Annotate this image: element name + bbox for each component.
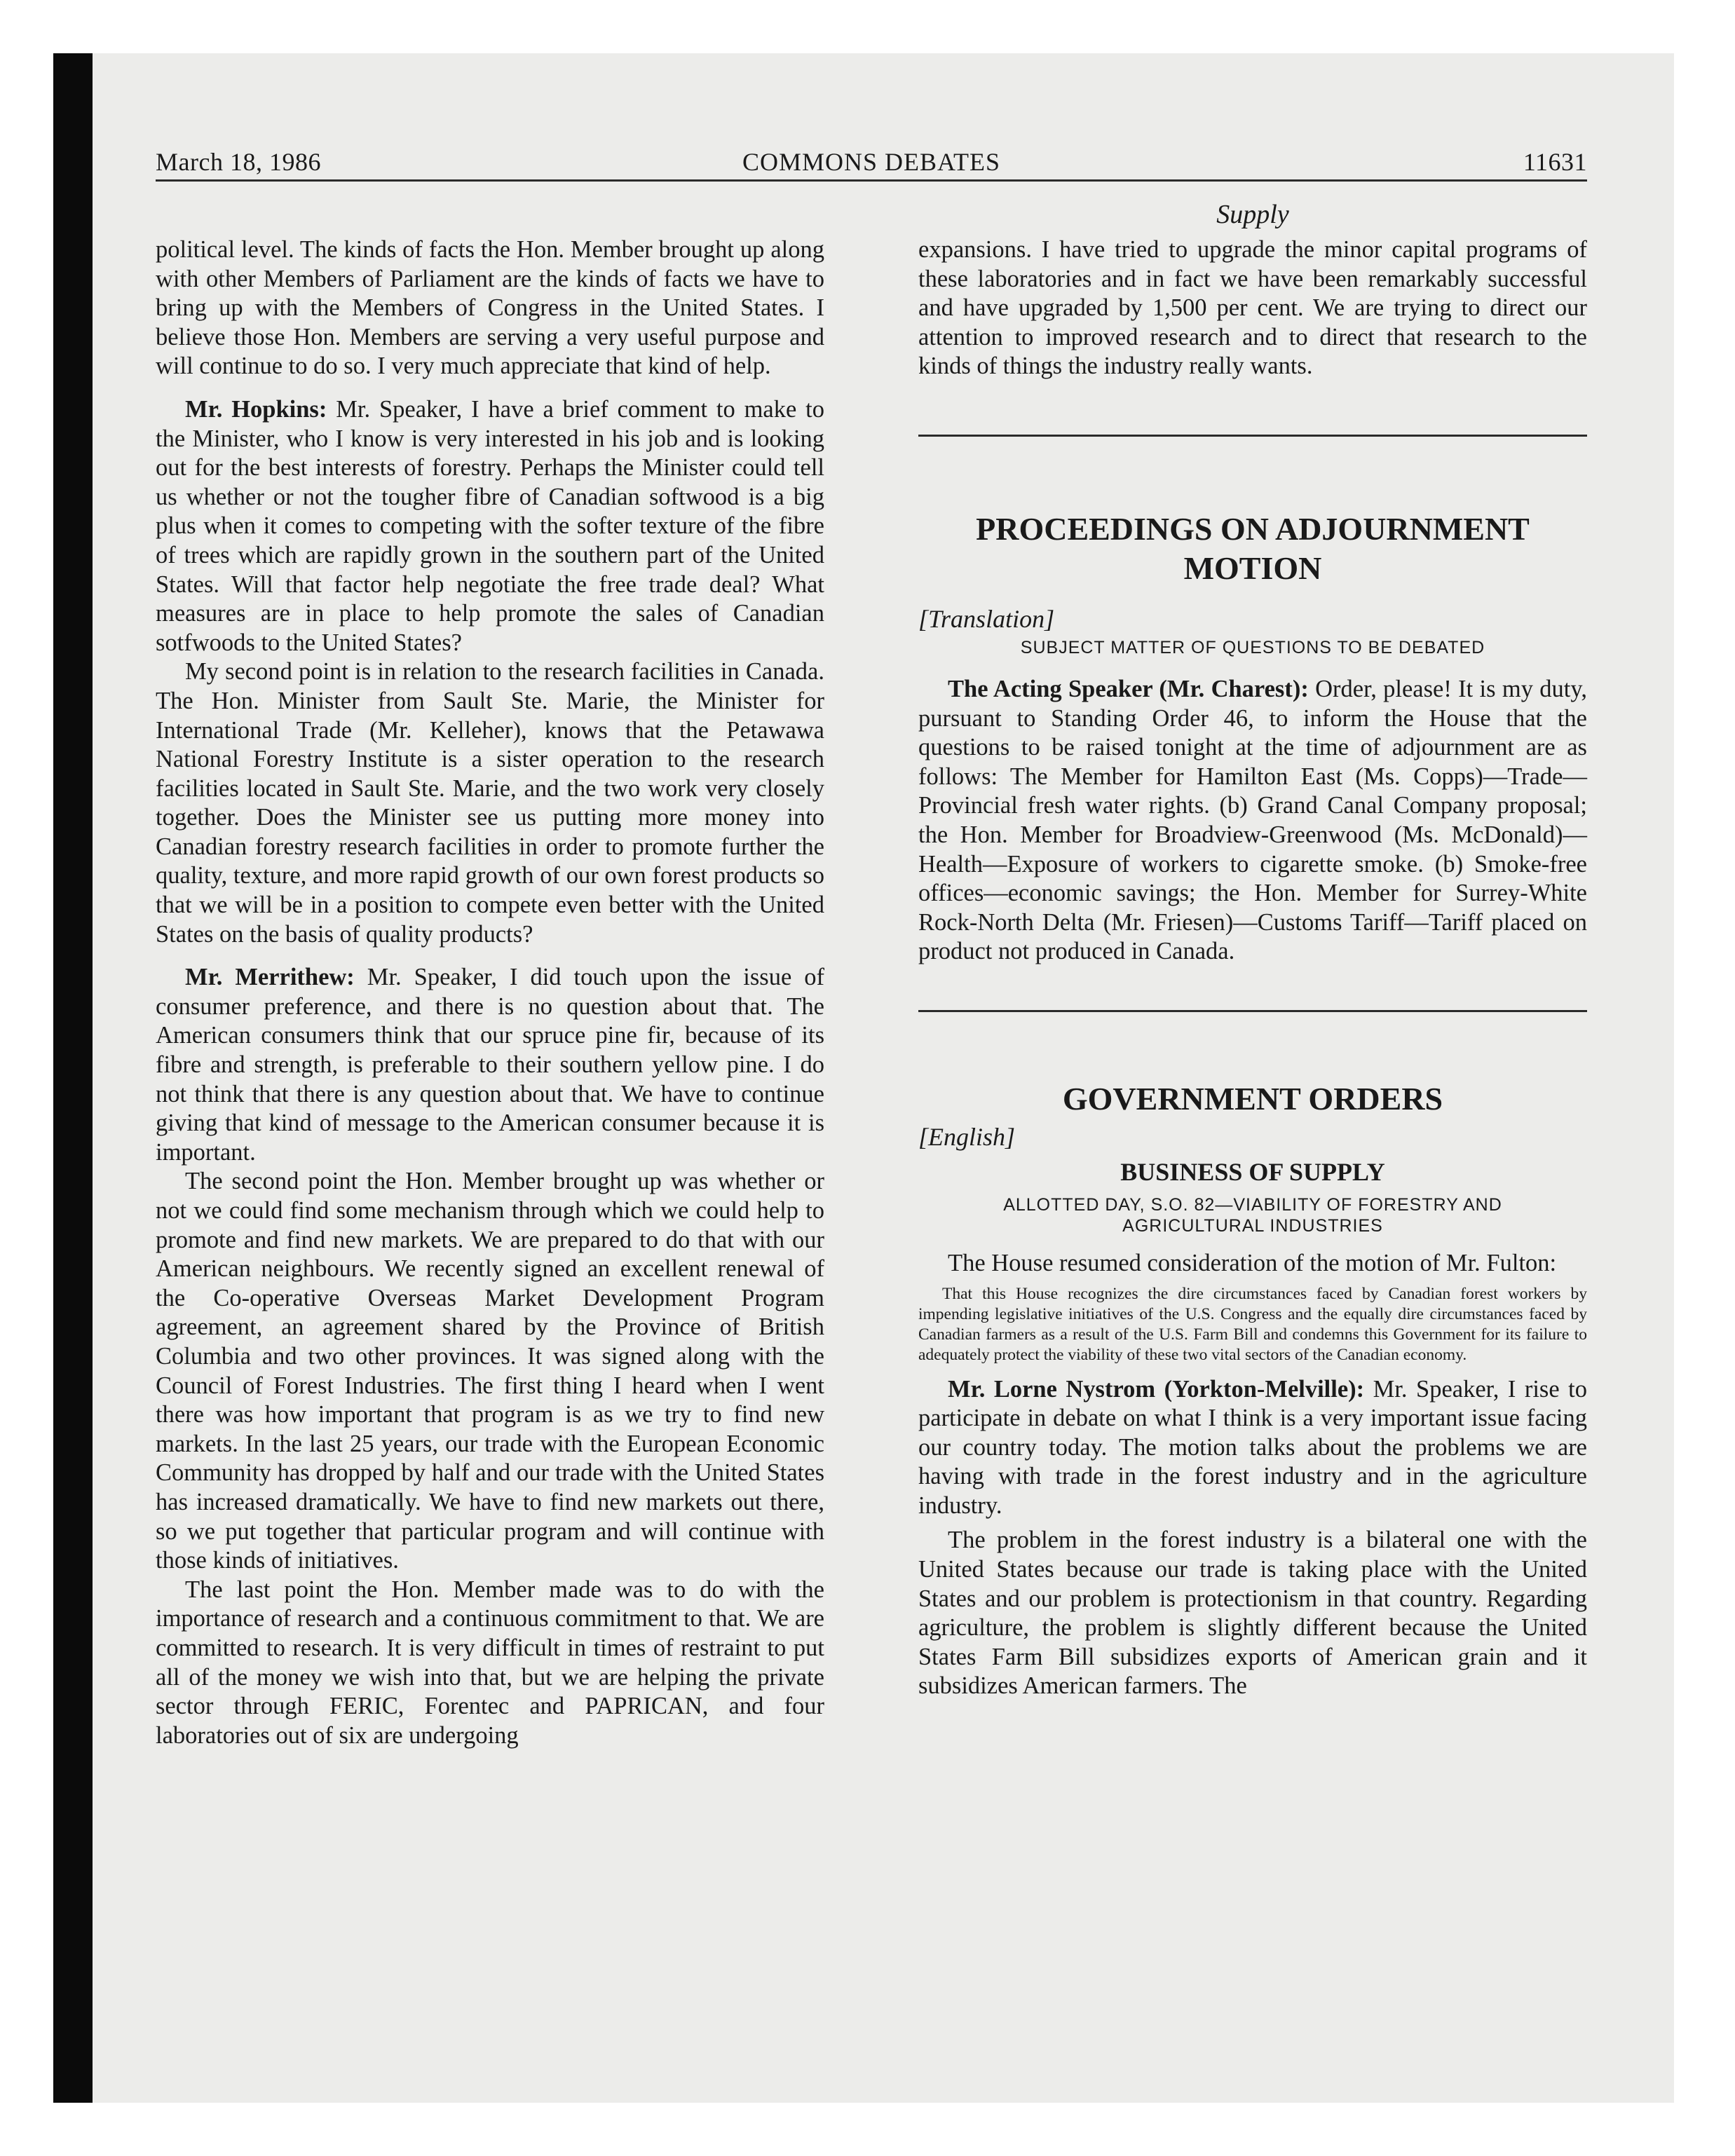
section-gap — [918, 381, 1587, 435]
running-head: Supply — [1216, 200, 1289, 229]
translation-tag: [Translation] — [918, 604, 1055, 633]
scan-black-edge — [53, 53, 93, 2103]
speech-text: Mr. Speaker, I did touch upon the issue of consumer preference, and there is no question about that. The American consumers think that our spruce pine fir, because of its fibre and strength, is preferable to their southern yellow pine. I do not think that there is any question about that. We have to continue giving that kind of message to the American consumer because it is important. — [156, 964, 824, 1166]
section-title: PROCEEDINGS ON ADJOURNMENT MOTION — [976, 510, 1530, 586]
section-gap — [918, 1520, 1587, 1526]
paragraph — [918, 1375, 1587, 1521]
speaker-name: Mr. Hopkins: — [185, 395, 327, 423]
paragraph: political level. The kinds of facts the Hon. Member brought up along with other Members of Parliament are the kinds of facts we have to bring up with the Members of Congress in the United States. I believe those Hon. Members are serving a very useful purpose and will continue to do so. I very much appreciate that kind of help. — [156, 236, 824, 380]
motion-text: That this House recognizes the dire circumstances faced by Canadian forest workers by impending legislative initiatives of the U.S. Congress and the equally dire circumstances faced by Canadian farmers as a result of the U.S. Farm Bill and condemns this Government for its failure to adequately protect the viability of these two vital sectors of the Canadian economy. — [918, 1284, 1587, 1364]
section-gap — [918, 437, 1587, 510]
speech-text: Order, please! It is my duty, pursuant to Standing Order 46, to inform the House that the questions to be raised tonight at the time of adjournment are as follows: The Member for Hamilton East (Ms. Copps)—Trade—Provincial fresh water rights. (b) Grand Canal Company proposal; the Hon. Member for Broadview-Greenwood (Ms. McDonald)—Health—Exposure of workers to cigarette smoke. (b) Smoke-free offices—economic savings; the Hon. Member for Surrey-White Rock-North Delta (Mr. Friesen)—Customs Tariff—Tariff placed on product not produced in Canada. — [918, 675, 1587, 965]
header-publication: COMMONS DEBATES — [742, 148, 1001, 176]
paragraph: The last point the Hon. Member made was to do with the importance of research and a continuous commitment to that. We are committed to research. It is very difficult in times of restraint to put all of the money we wish into that, but we are helping the private sector through FERIC, Forentec and PAPRICAN, and four laboratories out of six are undergoing — [156, 1576, 824, 1749]
paragraph — [918, 675, 1587, 967]
speaker-name: The Acting Speaker (Mr. Charest): — [948, 675, 1309, 702]
section-subtitle: SUBJECT MATTER OF QUESTIONS TO BE DEBATED — [1020, 637, 1485, 657]
header-page-number: 11631 — [1523, 148, 1587, 176]
section-title: GOVERNMENT ORDERS — [1062, 1080, 1443, 1117]
speech-text: Mr. Speaker, I rise to participate in debate on what I think is a very important issue facing our country today. The motion talks about the problems we are having with trade in the forest industry and in the agriculture industry. — [918, 1375, 1587, 1519]
section-gap — [918, 1236, 1587, 1249]
page-header — [156, 144, 1587, 180]
right-column — [918, 236, 1587, 1701]
paragraph: The House resumed consideration of the motion of Mr. Fulton: — [948, 1249, 1557, 1276]
header-rule — [156, 179, 1587, 182]
paragraph-gap — [156, 381, 824, 395]
paragraph: The second point the Hon. Member brought up was whether or not we could find some mechanism through which we could help to promote and find new markets. We are prepared to do that with our American neighbours. We recently signed an excellent renewal of the Co-operative Overseas Market Development Program agreement, an agreement shared by the Province of British Columbia and two other provinces. It was signed along with the Council of Forest Industries. The first thing I heard when I went there was how important that program is as we try to find new markets. In the last 25 years, our trade with the European Economic Community has dropped by half and our trade with the United States has increased dramatically. We have to find new markets out there, so we put together that particular program and will continue with those kinds of initiatives. — [156, 1168, 824, 1574]
section-gap — [918, 658, 1587, 675]
section-gap — [918, 1012, 1587, 1079]
speaker-name: Mr. Merrithew: — [185, 964, 355, 991]
speech-text: Mr. Speaker, I have a brief comment to make to the Minister, who I know is very interested in his job and is looking out for the best interests of forestry. Perhaps the Minister could tell us whether or not the tougher fibre of Canadian softwood is a big plus when it comes to competing with the softer texture of the fibre of trees which are rapidly grown in the southern part of the United States. Will that factor help negotiate the free trade deal? What measures are in place to help promote the sales of Canadian sotfwoods to the United States? — [156, 395, 824, 656]
section-gap — [918, 1365, 1587, 1375]
paragraph: expansions. I have tried to upgrade the minor capital programs of these laboratories and in fact we have been remarkably successful and have upgraded by 1,500 per cent. We are trying to direct our attention to improved research and to direct that research to the kinds of things the industry really wants. — [918, 236, 1587, 380]
allotted-day-heading: ALLOTTED DAY, S.O. 82—VIABILITY OF FORESTRY AND AGRICULTURAL INDUSTRIES — [1003, 1194, 1502, 1236]
paragraph — [156, 963, 824, 1167]
paragraph-gap — [156, 949, 824, 963]
left-column — [156, 236, 824, 1750]
header-date: March 18, 1986 — [156, 148, 321, 176]
paragraph: The problem in the forest industry is a bilateral one with the United States because our trade is taking place with the United States and our problem is protectionism in that country. Regarding agriculture, the problem is slightly different because the United States Farm Bill subsidizes exports of American grain and it subsidizes American farmers. The — [918, 1527, 1587, 1700]
speaker-name: Mr. Lorne Nystrom (Yorkton-Melville): — [948, 1375, 1365, 1403]
section-gap — [918, 588, 1587, 603]
section-gap — [918, 1278, 1587, 1284]
paragraph — [156, 395, 824, 657]
section-gap — [918, 967, 1587, 1010]
section-subtitle: BUSINESS OF SUPPLY — [1120, 1157, 1385, 1186]
english-tag: [English] — [918, 1122, 1016, 1151]
paragraph: My second point is in relation to the research facilities in Canada. The Hon. Minister from Sault Ste. Marie, the Minister for International Trade (Mr. Kelleher), knows that the Petawawa National Forestry Institute is a sister operation to the research facilities located in Sault Ste. Marie, and the two work very closely together. Does the Minister see us putting more money into Canadian forestry research facilities in order to promote further the quality, texture, and more rapid growth of our own forest products so that we will be in a position to compete even better with the United States on the basis of quality products? — [156, 658, 824, 948]
